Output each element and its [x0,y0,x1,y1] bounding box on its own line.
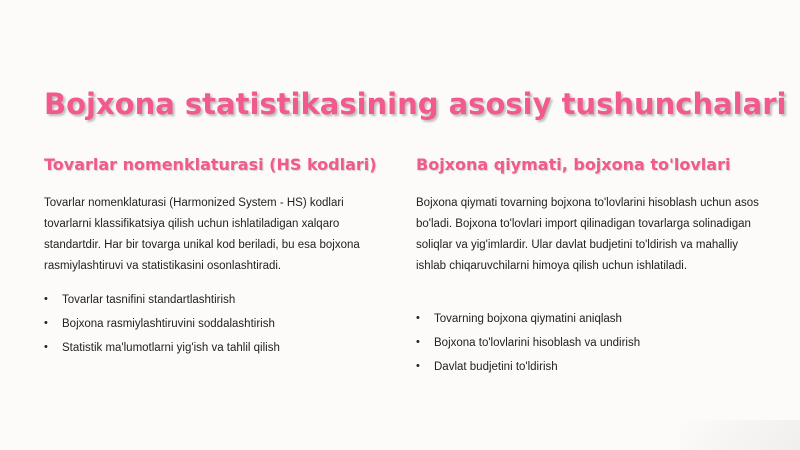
list-item-text: Bojxona to'lovlarini hisoblash va undirish [434,337,641,349]
left-paragraph: Tovarlar nomenklaturasi (Harmonized System - HS) kodlari tovarlarni klassifikatsiya qilish uchun ishlatiladigan xalqaro standartdir. Har bir tovarga unikal kod beriladi, bu esa bojxona rasmiylashtiruvi va statistikasini osonlashtiradi. [44,197,360,272]
slide-title: Bojxona statistikasining asosiy tushunchalari [44,87,787,121]
right-paragraph: Bojxona qiymati tovarning bojxona to'lovlarini hisoblash uchun asos bo'ladi. Bojxona to'lovlari import qilinadigan tovarlarga solinadigan soliqlar va yig'imlardir. Ular davlat budjetini to'ldirish va mahalliy ishlab chiqaruvchilarni himoya qilish uchun ishlatiladi. [416,197,759,272]
bullet-icon: • [44,317,48,329]
list-item [44,336,384,360]
list-item [416,355,768,379]
bullet-icon: • [44,341,48,353]
left-bullet-list [44,288,384,360]
bullet-icon: • [416,336,420,348]
list-item-text: Tovarning bojxona qiymatini aniqlash [434,313,622,325]
right-column [416,155,768,379]
list-item [44,288,384,312]
right-heading: Bojxona qiymati, bojxona to'lovlari [416,155,731,174]
left-heading: Tovarlar nomenklaturasi (HS kodlari) [44,155,377,174]
list-item-text: Statistik ma'lumotlarni yig'ish va tahlil qilish [62,342,280,354]
bullet-icon: • [416,360,420,372]
left-column [44,155,384,360]
list-item-text: Davlat budjetini to'ldirish [434,361,558,373]
list-item [416,331,768,355]
corner-shade [680,420,800,450]
list-item [416,307,768,331]
list-item-text: Tovarlar tasnifini standartlashtirish [62,294,236,306]
right-bullet-list [416,307,768,379]
list-item [44,312,384,336]
bullet-icon: • [416,312,420,324]
list-item-text: Bojxona rasmiylashtiruvini soddalashtirish [62,318,275,330]
bullet-icon: • [44,293,48,305]
